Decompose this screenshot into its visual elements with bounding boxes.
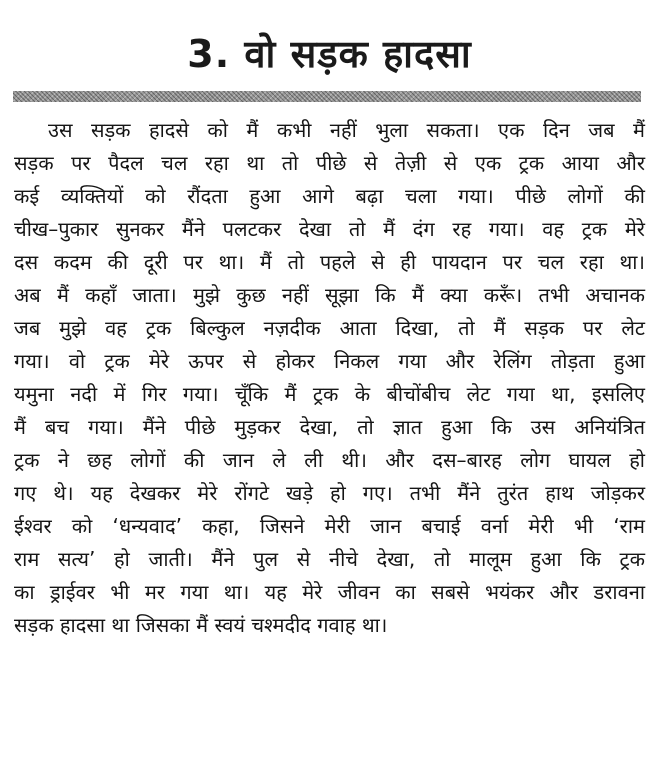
essay-line: चीख–पुकार सुनकर मैंने पलटकर देखा तो मैं दंग रह गया। वह ट्रक मेरे bbox=[14, 217, 645, 241]
essay-line: ट्रक ने छह लोगों की जान ले ली थी। और दस–बारह लोग घायल हो bbox=[14, 448, 645, 472]
essay-body bbox=[14, 114, 645, 642]
essay-line: यमुना नदी में गिर गया। चूँकि मैं ट्रक के बीचोंबीच लेट गया था, इसलिए bbox=[14, 382, 645, 406]
essay-line: सड़क पर पैदल चल रहा था तो पीछे से तेज़ी से एक ट्रक आया और bbox=[14, 151, 645, 175]
essay-line: गए थे। यह देखकर मेरे रोंगटे खड़े हो गए। तभी मैंने तुरंत हाथ जोड़कर bbox=[14, 481, 645, 505]
essay-line: उस सड़क हादसे को मैं कभी नहीं भुला सकता। एक दिन जब मैं bbox=[48, 118, 645, 142]
essay-line: का ड्राईवर भी मर गया था। यह मेरे जीवन का सबसे भयंकर और डरावना bbox=[14, 580, 645, 604]
essay-line: दस कदम की दूरी पर था। मैं तो पहले से ही पायदान पर चल रहा था। bbox=[14, 250, 645, 274]
essay-line: ईश्वर को ‘धन्यवाद’ कहा, जिसने मेरी जान बचाई वर्ना मेरी भी ‘राम bbox=[14, 514, 645, 538]
essay-line: गया। वो ट्रक मेरे ऊपर से होकर निकल गया और रेलिंग तोड़ता हुआ bbox=[14, 349, 645, 373]
essay-line: मैं बच गया। मैंने पीछे मुड़कर देखा, तो ज्ञात हुआ कि उस अनियंत्रित bbox=[14, 415, 645, 439]
essay-line: राम सत्य’ हो जाती। मैंने पुल से नीचे देखा, तो मालूम हुआ कि ट्रक bbox=[14, 547, 645, 571]
essay-line: जब मुझे वह ट्रक बिल्कुल नज़दीक आता दिखा, तो मैं सड़क पर लेट bbox=[14, 316, 645, 340]
essay-line: अब मैं कहाँ जाता। मुझे कुछ नहीं सूझा कि मैं क्या करूँ। तभी अचानक bbox=[14, 283, 645, 307]
essay-title: 3. वो सड़क हादसा bbox=[187, 32, 472, 76]
essay-line: कई व्यक्तियों को रौंदता हुआ आगे बढ़ा चला गया। पीछे लोगों की bbox=[14, 184, 645, 208]
essay-line: सड़क हादसा था जिसका मैं स्वयं चश्मदीद गवाह था। bbox=[14, 613, 388, 637]
title-divider bbox=[13, 91, 641, 102]
